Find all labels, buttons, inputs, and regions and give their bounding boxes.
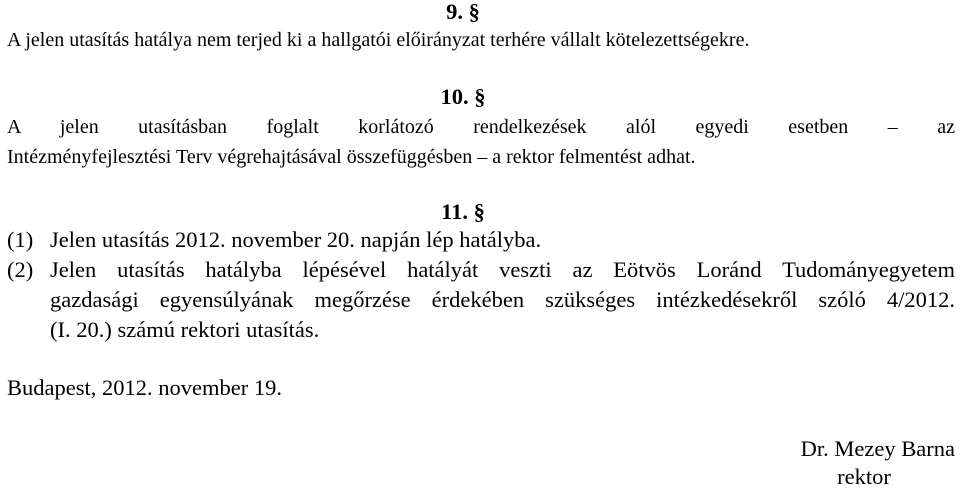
paragraph-2-line-3: (I. 20.) számú rektori utasítás. <box>50 317 320 342</box>
signatory-title: rektor <box>837 464 891 489</box>
paragraph-number-2: (2) <box>7 257 34 282</box>
paragraph-2-line-2: gazdasági egyensúlyának megőrzése érdekében szükséges intézkedésekről szóló 4/2012. <box>50 287 955 312</box>
article-9-heading: 9. § <box>446 0 480 24</box>
paragraph-2-line-1: Jelen utasítás hatályba lépésével hatályát veszti az Eötvös Loránd Tudományegyetem <box>50 257 955 282</box>
article-9-text: A jelen utasítás hatálya nem terjed ki a hallgatói előirányzat terhére vállalt kötelezettségekre. <box>7 29 750 51</box>
article-10-line-2: Intézményfejlesztési Terv végrehajtásával összefüggésben – a rektor felmentést adhat. <box>7 146 696 168</box>
signatory-name: Dr. Mezey Barna <box>800 436 955 461</box>
paragraph-1-line-1: Jelen utasítás 2012. november 20. napján lép hatályba. <box>50 227 542 252</box>
article-11-heading: 11. § <box>441 199 485 224</box>
article-10-heading: 10. § <box>440 84 486 109</box>
article-10-line-1: A jelen utasításban foglalt korlátozó rendelkezések alól egyedi esetben – az <box>7 116 955 138</box>
place-date: Budapest, 2012. november 19. <box>7 375 282 400</box>
paragraph-number-1: (1) <box>7 227 34 252</box>
